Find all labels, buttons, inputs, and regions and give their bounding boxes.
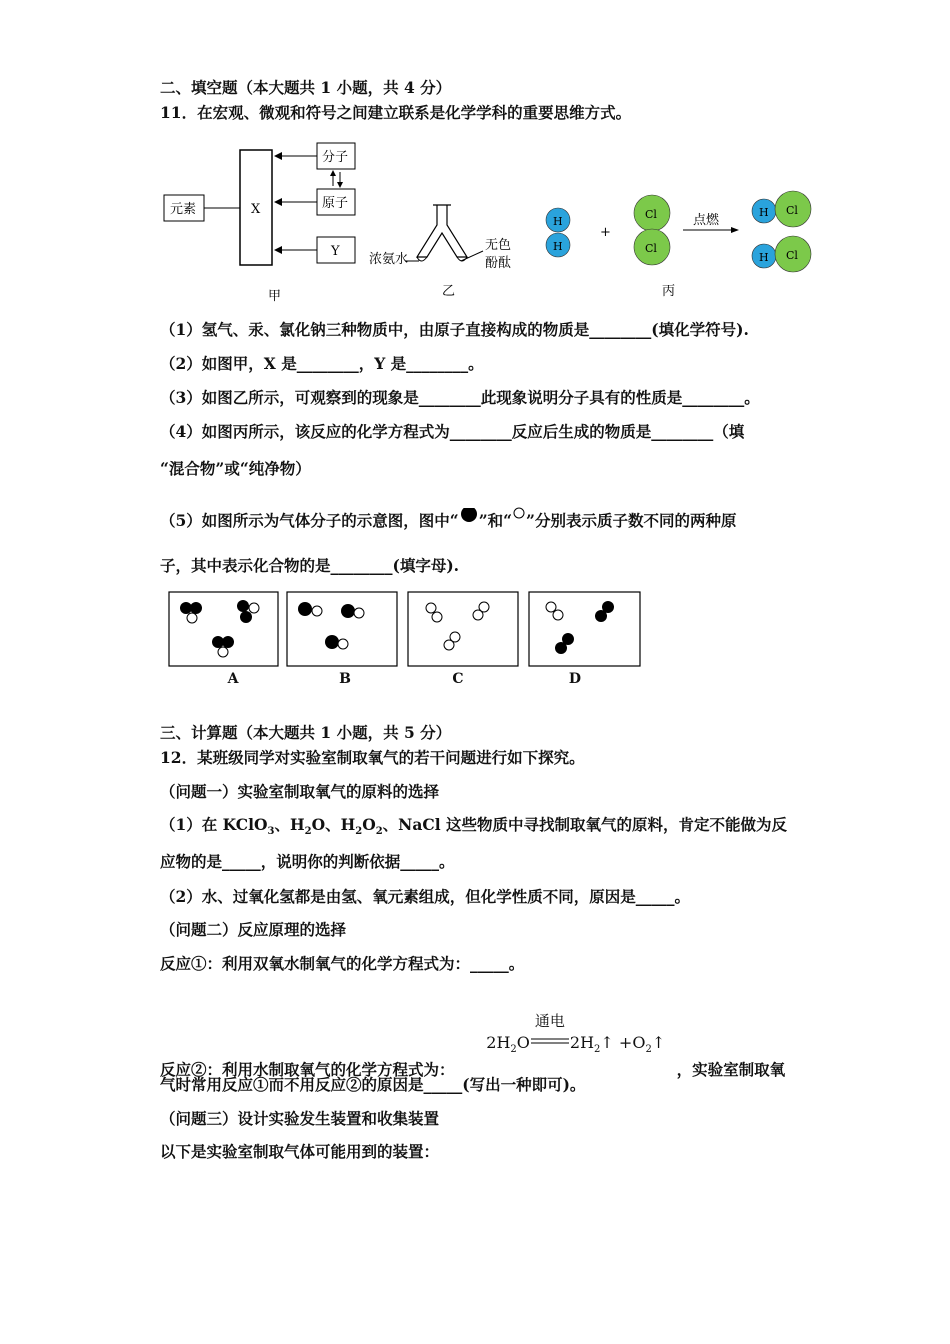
jia-label: 甲 <box>268 289 282 304</box>
p5-text-a: （5）如图所示为气体分子的示意图，图中“ <box>160 511 459 530</box>
wuse-label: 无色 <box>485 238 512 253</box>
t: ，实验室制取氧 <box>676 1060 786 1080</box>
q12-part2: （2）水、过氧化氢都是由氢、氧元素组成，但化学性质不同，原因是_____。 <box>160 887 691 906</box>
dianran-label: 点燃 <box>693 213 720 228</box>
q11-part2: （2）如图甲，X 是________，Y 是________。 <box>160 354 484 373</box>
t: 反应②：利用水制取氧气的化学方程式为： <box>160 1060 455 1080</box>
t: O、H <box>311 815 356 834</box>
h-symbol: H <box>759 206 769 219</box>
box-a <box>169 592 278 666</box>
box-a-label: A <box>227 671 239 687</box>
reaction-2-line2: 气时常用反应①而不用反应②的原因是_____(写出一种即可)。 <box>160 1075 586 1094</box>
black-atom-icon <box>459 508 479 528</box>
q11-part5-line2: 子，其中表示化合物的是________(填字母). <box>160 556 460 575</box>
sub: 2 <box>355 826 363 838</box>
reaction-2-line1 <box>160 1013 785 1080</box>
box-d <box>529 592 640 666</box>
box-c-label: C <box>452 671 464 687</box>
yi-label: 乙 <box>442 284 456 299</box>
t: 2H <box>486 1033 511 1052</box>
figure-yi <box>365 195 525 305</box>
h-symbol: H <box>759 251 769 264</box>
bing-label: 丙 <box>662 284 676 299</box>
t: ↑ <box>651 1033 666 1052</box>
cl-symbol: Cl <box>786 249 798 262</box>
q11-part3: （3）如图乙所示，可观察到的现象是________此现象说明分子具有的性质是________。 <box>160 388 760 407</box>
box-d-label: D <box>568 671 582 687</box>
q11-part4-line2: “混合物”或“纯净物） <box>160 459 311 478</box>
cl-symbol: Cl <box>645 242 657 255</box>
white-atom-icon <box>512 506 526 520</box>
eq-sign <box>530 1012 570 1053</box>
sub: 2 <box>375 826 383 838</box>
apparatus-intro: 以下是实验室制取气体可能用到的装置： <box>160 1142 440 1161</box>
q11-part4-line1: （4）如图丙所示，该反应的化学方程式为________反应后生成的物质是________（填 <box>160 422 745 441</box>
h-symbol: H <box>553 240 563 253</box>
molecule-boxes <box>165 590 645 670</box>
yuanzi-label: 原子 <box>322 196 349 211</box>
q12-issue2: （问题二）反应原理的选择 <box>160 920 347 939</box>
yuansu-label: 元素 <box>170 202 197 217</box>
p5-text-b: ”和“ <box>478 511 513 530</box>
t: （1）在 KClO <box>160 815 268 834</box>
section2-heading: 二、填空题（本大题共 1 小题，共 4 分） <box>160 78 452 97</box>
q11-part1: （1）氢气、汞、氯化钠三种物质中，由原子直接构成的物质是________(填化学符号). <box>160 320 749 339</box>
reaction-1: 反应①：利用双氧水制氧气的化学方程式为：_____。 <box>160 954 525 973</box>
equation <box>466 1013 665 1080</box>
q12-issue1: （问题一）实验室制取氧气的原料的选择 <box>160 782 440 801</box>
q12-issue3: （问题三）设计实验发生装置和收集装置 <box>160 1109 440 1128</box>
t: 2H <box>569 1033 595 1052</box>
q12-part1-line1 <box>160 815 787 842</box>
cl-symbol: Cl <box>786 204 798 217</box>
y-label: Y <box>331 244 340 259</box>
sub: 2 <box>510 1044 517 1056</box>
sub: 3 <box>267 826 275 838</box>
fenzi-label: 分子 <box>322 150 349 165</box>
nong-anshui-label: 浓氨水 <box>369 252 409 267</box>
cl-symbol: Cl <box>645 208 657 221</box>
box-c <box>408 592 518 666</box>
sub: 2 <box>304 826 312 838</box>
question-11: 11．在宏观、微观和符号之间建立联系是化学学科的重要思维方式。 <box>160 103 632 122</box>
condition: 通电 <box>534 1012 565 1030</box>
section3-heading: 三、计算题（本大题共 1 小题，共 5 分） <box>160 723 452 742</box>
p5-text-c: ”分别表示质子数不同的两种原 <box>526 511 737 530</box>
box-b-label: B <box>339 671 351 687</box>
t: O <box>362 815 376 834</box>
question-12: 12．某班级同学对实验室制取氧气的若干问题进行如下探究。 <box>160 748 585 767</box>
figure-jia <box>160 140 390 310</box>
fentai-label: 酚酞 <box>485 256 512 271</box>
q11-part5-line1 <box>160 506 736 531</box>
t: 、NaCl 这些物质中寻找制取氧气的原料，肯定不能做为反 <box>382 815 788 834</box>
h-symbol: H <box>553 215 563 228</box>
box-b <box>287 592 397 666</box>
q12-part1-line2: 应物的是_____，说明你的判断依据_____。 <box>160 852 455 871</box>
figure-bing <box>535 190 825 305</box>
t: O <box>516 1033 530 1052</box>
plus-sign: + <box>600 225 611 240</box>
t: ↑ +O <box>600 1033 646 1052</box>
sub: 2 <box>645 1044 652 1056</box>
sub: 2 <box>594 1044 601 1056</box>
x-label: X <box>251 202 261 217</box>
t: 、H <box>274 815 305 834</box>
